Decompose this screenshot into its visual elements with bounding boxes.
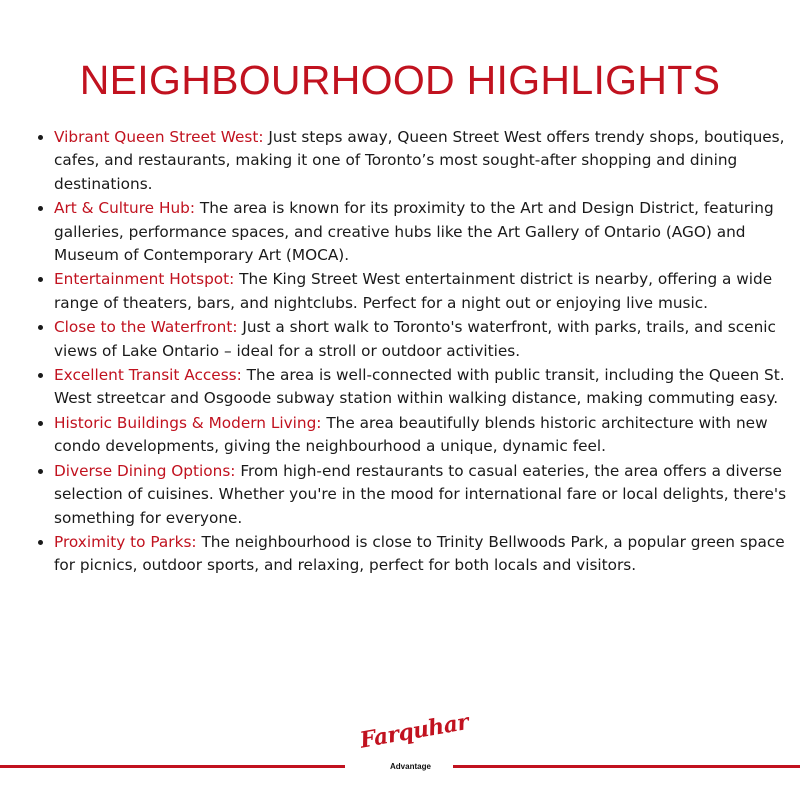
- page-title: NEIGHBOURHOOD HIGHLIGHTS: [79, 57, 721, 103]
- footer-divider-left: [0, 765, 345, 768]
- item-text: The neighbourhood is close to Trinity Bellwoods Park, a popular green space for picnics, outdoor sports, and relaxing, perfect for both locals and visitors.: [54, 532, 785, 575]
- item-text: The area is well-connected with public transit, including the Queen St. West streetcar and Osgoode subway station within walking distance, making commuting easy.: [54, 366, 785, 408]
- item-text: Just a short walk to Toronto's waterfront, with parks, trails, and scenic views of Lake Ontario – ideal for a stroll or outdoor activities.: [54, 318, 776, 360]
- item-label: Close to the Waterfront:: [54, 318, 238, 337]
- item-label: Historic Buildings & Modern Living:: [54, 413, 322, 432]
- item-label: Proximity to Parks:: [54, 532, 197, 551]
- list-item: [54, 364, 800, 411]
- item-label: Art & Culture Hub:: [54, 199, 196, 218]
- list-item: [54, 412, 800, 459]
- footer: [0, 708, 800, 792]
- logo-subtitle: Advantage: [390, 762, 431, 771]
- item-text: The King Street West entertainment district is nearby, offering a wide range of theaters, bars, and nightclubs. Perfect for a night out or enjoying live music.: [54, 270, 773, 312]
- item-label: Diverse Dining Options:: [54, 461, 236, 480]
- item-text: From high-end restaurants to casual eateries, the area offers a diverse selection of cuisines. Whether you're in the mood for international fare or local delights, there's something for everyone.: [54, 461, 787, 527]
- list-item: [54, 268, 800, 315]
- list-item: [54, 316, 800, 363]
- item-text: The area beautifully blends historic architecture with new condo developments, giving the neighbourhood a unique, dynamic feel.: [54, 413, 768, 456]
- list-item: [54, 460, 800, 530]
- item-text: The area is known for its proximity to the Art and Design District, featuring galleries, performance spaces, and creative hubs like the Art Gallery of Ontario (AGO) and Museum of Contemporary Art (MOCA).: [54, 199, 774, 265]
- list-item: [54, 126, 800, 196]
- footer-divider-right: [453, 765, 800, 768]
- item-label: Entertainment Hotspot:: [54, 270, 235, 289]
- list-item: [54, 531, 800, 578]
- item-text: Just steps away, Queen Street West offers trendy shops, boutiques, cafes, and restaurants, making it one of Toronto’s most sought-after shopping and dining destinations.: [54, 128, 785, 193]
- item-label: Vibrant Queen Street West:: [54, 128, 264, 146]
- logo-script-text: Farquhar: [358, 708, 471, 754]
- farquhar-advantage-logo: [352, 708, 471, 784]
- highlights-list: [30, 126, 800, 579]
- item-label: Excellent Transit Access:: [54, 366, 242, 385]
- list-item: [54, 197, 800, 267]
